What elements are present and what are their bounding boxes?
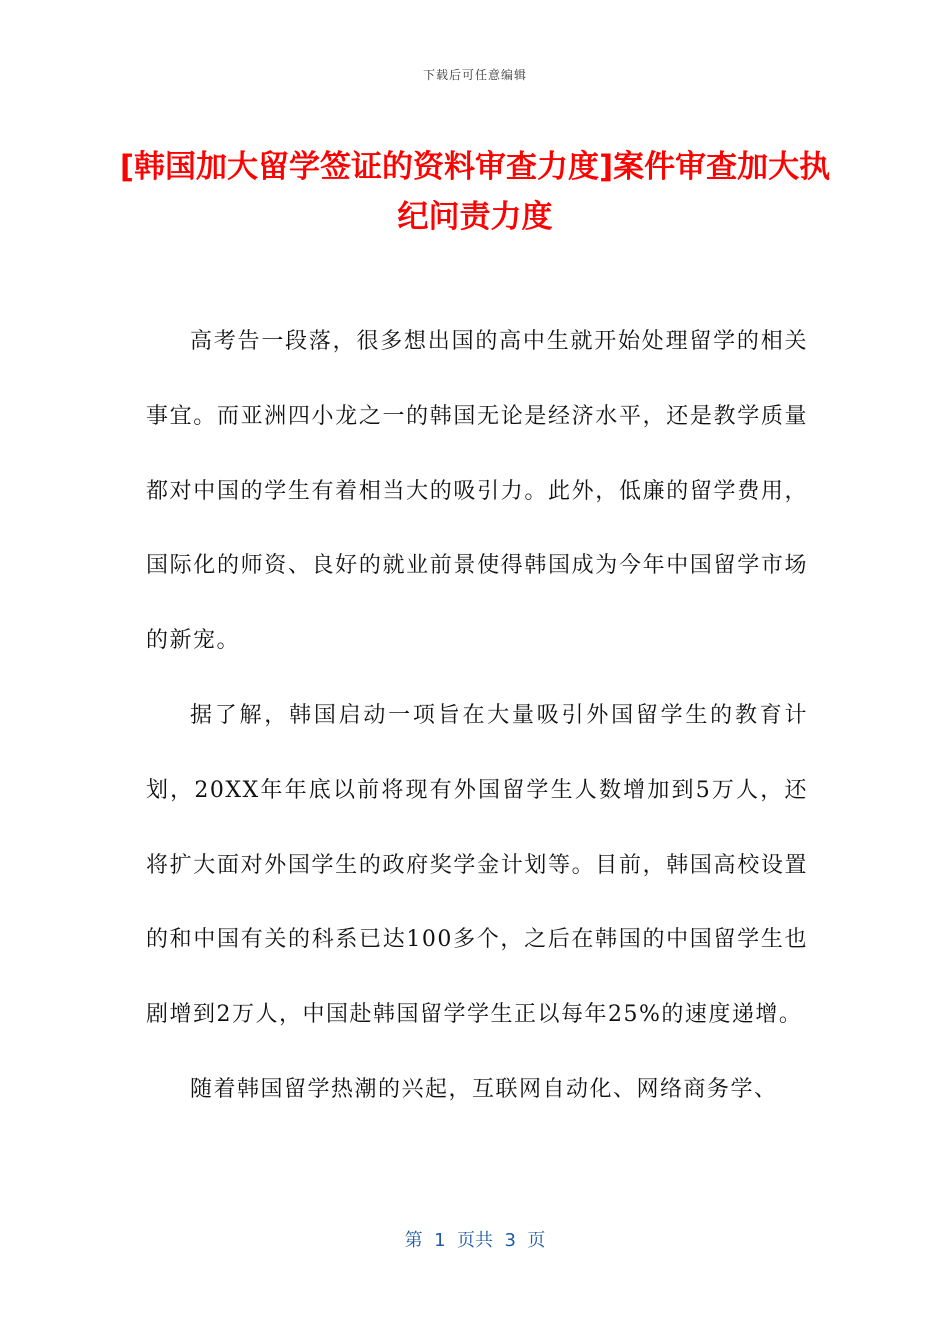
paragraph-1: 高考告一段落，很多想出国的高中生就开始处理留学的相关事宜。而亚洲四小龙之一的韩国无论是经济水平，还是教学质量都对中国的学生有着相当大的吸引力。此外，低廉的留学费用，国际化的师资、良好的就业前景使得韩国成为今年中国留学市场的新宠。	[146, 329, 808, 654]
header-note: 下载后可任意编辑	[422, 68, 527, 82]
paragraph-3: 随着韩国留学热潮的兴起，互联网自动化、网络商务学、	[190, 1076, 778, 1102]
document-title: [韩国加大留学签证的资料审查力度]案件审查加大执纪问责力度	[119, 149, 831, 235]
document-body	[146, 305, 808, 1128]
paragraph-2: 据了解，韩国启动一项旨在大量吸引外国留学生的教育计划，20XX年年底以前将现有外国留学生人数增加到5万人，还将扩大面对外国学生的政府奖学金计划等。目前，韩国高校设置的和中国有关的科系已达100多个，之后在韩国的中国留学生也剧增到2万人，中国赴韩国留学学生正以每年25%的速度递增。	[146, 702, 808, 1028]
page-number-footer: 第 1 页共 3 页	[404, 1230, 546, 1251]
